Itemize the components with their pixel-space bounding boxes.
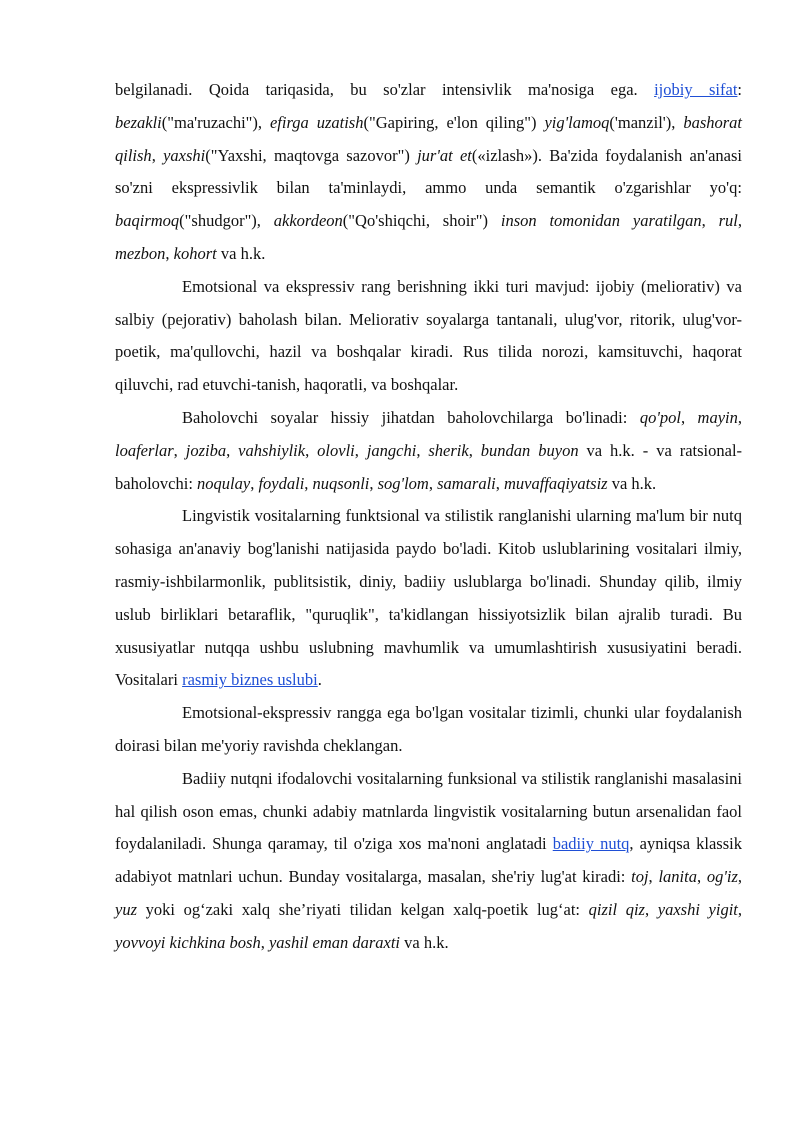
italic-term: og'iz xyxy=(706,867,738,887)
italic-term: vahshiylik xyxy=(238,440,306,460)
text-run: , xyxy=(680,407,698,427)
italic-term: qo'pol xyxy=(639,407,681,427)
paragraph xyxy=(115,763,742,960)
italic-term: akkordeon xyxy=(273,211,343,231)
italic-term: foydali xyxy=(258,473,305,493)
text-run: : xyxy=(737,80,742,99)
text-run: ("Yaxshi, maqtovga sazovor") xyxy=(205,145,418,165)
italic-term: mezbon xyxy=(115,243,166,263)
text-run: va h.k. xyxy=(400,932,449,952)
italic-term: inson tomonidan yaratilgan xyxy=(500,211,702,231)
italic-term: nuqsonli xyxy=(312,473,370,493)
italic-term: loaferlar xyxy=(115,440,174,460)
italic-term: olovli xyxy=(317,440,355,460)
text-run: Baholovchi soyalar hissiy jihatdan baholovchilarga bo'linadi: xyxy=(182,407,640,427)
text-run: , xyxy=(250,473,259,493)
italic-term: qizil qiz xyxy=(588,899,645,919)
text-run: , xyxy=(165,243,174,263)
text-run: Emotsional-ekspressiv rangga ega bo'lgan vositalar tizimli, chunki ular foydalanish doirasi bilan me'yoriy ravishda cheklangan. xyxy=(115,703,742,755)
text-run: ('manzil'), xyxy=(609,112,684,132)
text-run: , xyxy=(305,440,318,460)
italic-term: noqulay xyxy=(197,473,251,493)
hyperlink[interactable]: rasmiy biznes uslubi xyxy=(182,670,318,690)
italic-term: samarali xyxy=(437,473,496,493)
text-run: belgilanadi. Qoida tariqasida, bu so'zlar intensivlik ma'nosiga ega. xyxy=(115,80,655,99)
italic-term: bezakli xyxy=(115,112,162,132)
italic-term: yovvoyi kichkina bosh xyxy=(115,932,261,952)
text-run: , xyxy=(737,407,742,427)
text-run: Emotsional va ekspressiv rang berishning ikki turi mavjud: ijobiy (meliorativ) va salbiy (pejorativ) baholash bilan. Meliorativ soyalarga tantanali, ulug'vor, ritorik, ulug'vor-poetik, ma'qullovchi, hazil va boshqalar kiradi. Rus tilida norozi, kamsituvchi, haqorat qiluvchi, rad etuvchi-tanish, haqoratli, va boshqalar. xyxy=(115,276,742,395)
text-run: , xyxy=(737,211,742,231)
text-run: ("Qo'shiqchi, shoir") xyxy=(342,211,501,231)
document-page xyxy=(115,74,742,960)
italic-term: sherik xyxy=(428,440,469,460)
italic-term: yaxshi xyxy=(163,145,206,165)
paragraph xyxy=(115,697,742,763)
text-run: , xyxy=(648,867,659,887)
text-run: , xyxy=(737,867,743,887)
text-run: , ayniqsa klassik adabiyot matnlari uchun. Bunday vositalarga, masalan, she'riy lug'at kiradi: xyxy=(115,834,742,887)
italic-term: jur'at et xyxy=(417,145,472,165)
italic-term: baqirmoq xyxy=(115,211,180,231)
paragraph xyxy=(115,402,742,500)
paragraph xyxy=(115,500,742,697)
text-run: , xyxy=(696,867,707,887)
text-run: , xyxy=(737,899,742,919)
text-run: , xyxy=(260,932,269,952)
text-run: Badiiy nutqni ifodalovchi vositalarning funksional va stilistik ranglanishi masalasini hal qilish oson emas, chunki adabiy matnlarda lingvistik vositalarning butun arsenalidan faol foydalaniladi. Shunga qaramay, til o'ziga xos ma'noni anglatadi xyxy=(115,768,742,854)
text-run: , xyxy=(354,440,367,460)
text-run: . xyxy=(317,670,322,690)
text-run: , xyxy=(701,211,719,231)
italic-term: lanita xyxy=(658,867,697,887)
hyperlink[interactable]: badiiy nutq xyxy=(552,834,630,854)
paragraph xyxy=(115,74,742,271)
italic-term: yaxshi yigit xyxy=(657,899,738,919)
text-run: , xyxy=(369,473,378,493)
italic-term: rul xyxy=(718,211,738,231)
text-run: ("shudgor"), xyxy=(179,211,274,231)
italic-term: yashil eman daraxti xyxy=(268,932,401,952)
hyperlink[interactable]: ijobiy sifat xyxy=(654,80,738,99)
text-run: va h.k. xyxy=(607,473,657,493)
italic-term: joziba xyxy=(185,440,227,460)
italic-term: kohort xyxy=(173,243,217,263)
text-run: , xyxy=(151,145,164,165)
text-run: , xyxy=(468,440,481,460)
italic-term: bashorat qilish xyxy=(115,112,743,165)
italic-term: bundan buyon xyxy=(480,440,579,460)
text-run: va h.k. xyxy=(216,243,266,263)
italic-term: toj xyxy=(631,867,649,887)
text-run: ("Gapiring, e'lon qiling") xyxy=(363,112,545,132)
italic-term: efirga uzatish xyxy=(269,112,364,132)
text-run: («izlash»). Ba'zida foydalanish an'anasi so'zni ekspressivlik bilan ta'minlaydi, ammo unda semantik o'zgarishlar yo'q: xyxy=(115,145,742,198)
text-run: , xyxy=(644,899,658,919)
italic-term: jangchi xyxy=(366,440,417,460)
text-run: , xyxy=(428,473,438,493)
text-run: ("ma'ruzachi"), xyxy=(161,112,270,132)
text-run: va h.k. - va ratsional-baholovchi: xyxy=(115,440,743,493)
text-run: , xyxy=(173,440,186,460)
text-run: , xyxy=(304,473,313,493)
italic-term: mayin xyxy=(697,407,738,427)
italic-term: yuz xyxy=(115,899,137,919)
italic-term: muvaffaqiyatsiz xyxy=(504,473,608,493)
paragraph xyxy=(115,271,742,402)
italic-term: yig'lamoq xyxy=(544,112,610,132)
text-run: , xyxy=(495,473,505,493)
italic-term: sog'lom xyxy=(377,473,429,493)
text-run: , xyxy=(416,440,429,460)
text-run: , xyxy=(226,440,239,460)
text-run: yoki og‘zaki xalq she’riyati tilidan kelgan xalq-poetik lug‘at: xyxy=(137,899,589,919)
text-run: Lingvistik vositalarning funktsional va stilistik ranglanishi ularning ma'lum bir nutq sohasiga an'anaviy bog'lanishi natijasida paydo bo'ladi. Kitob uslublarining vositalari ilmiy, rasmiy-ishbilarmonlik, publitsistik, diniy, badiiy uslublarga bo'linadi. Shunday qilib, ilmiy uslub birliklari betaraflik, "quruqlik", ta'kidlangan hissiyotsizlik bilan ajralib turadi. Bu xususiyatlar nutqqa ushbu uslubning mavhumlik va umumlashtirish xususiyatini beradi. Vositalari xyxy=(115,506,742,690)
